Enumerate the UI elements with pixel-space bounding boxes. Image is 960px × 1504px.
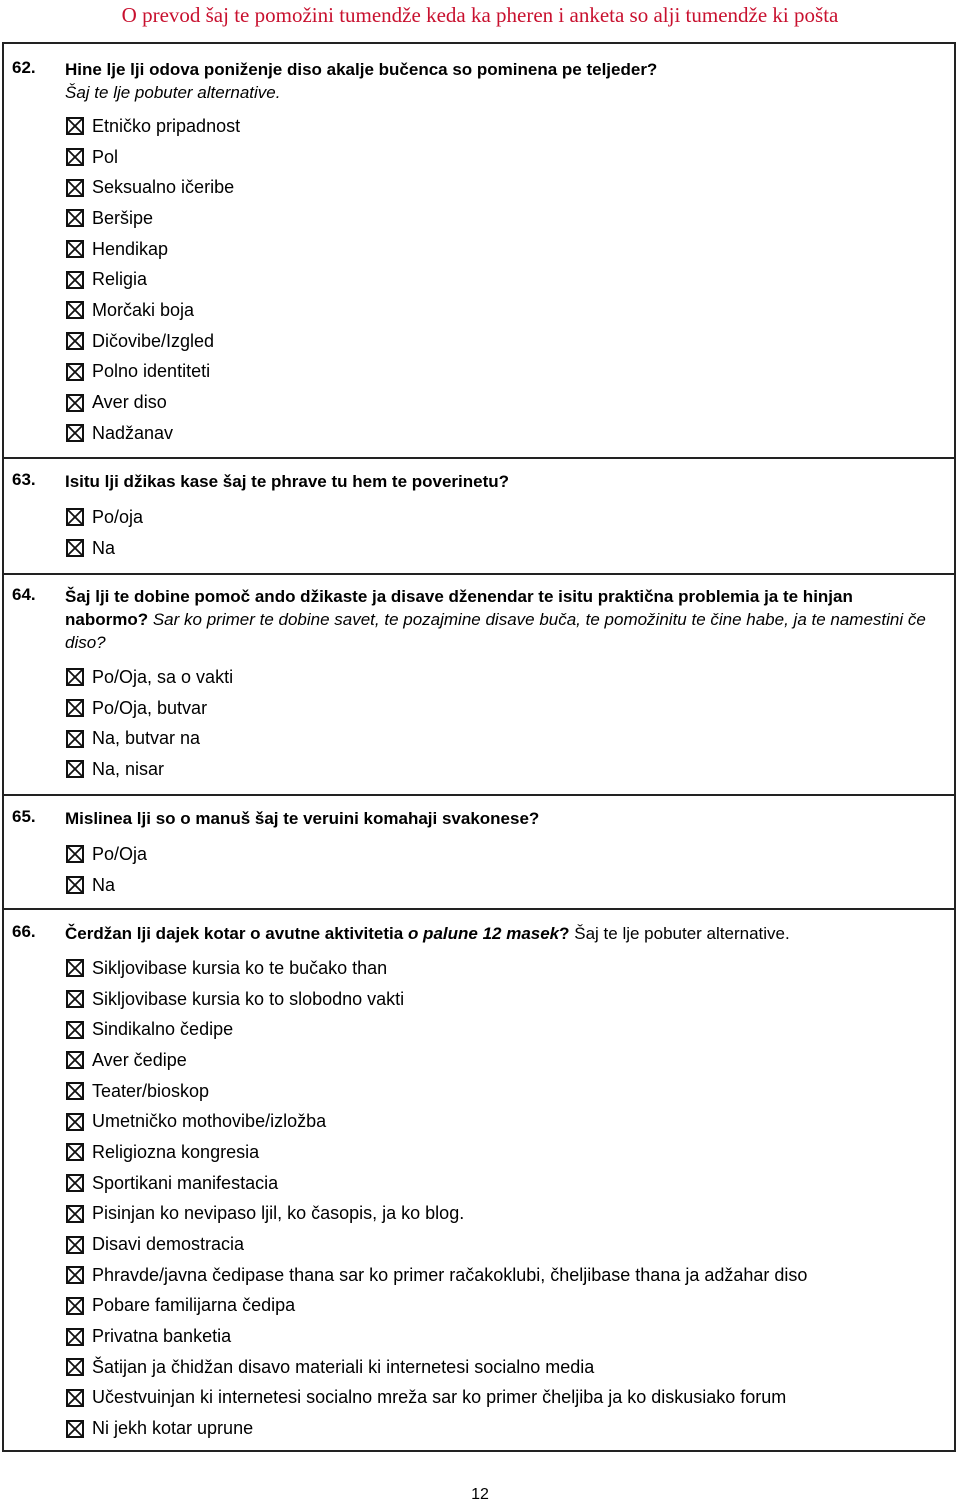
answer-option[interactable] [66,234,240,265]
checkbox-checked-icon[interactable] [66,845,84,863]
separator [4,457,956,459]
answer-option[interactable] [66,1383,807,1414]
checkbox-checked-icon[interactable] [66,1420,84,1438]
question-text [65,585,935,654]
checkbox-checked-icon[interactable] [66,117,84,135]
answer-option[interactable] [66,953,807,984]
checkbox-checked-icon[interactable] [66,424,84,442]
question-number: 62. [12,58,36,77]
question-label-emphasis: o palune 12 masek [407,924,560,943]
checkbox-checked-icon[interactable] [66,1113,84,1131]
answer-option-label: Na, butvar na [92,728,201,749]
answer-option[interactable] [66,754,233,785]
answer-option-label: Aver čedipe [92,1049,187,1070]
answer-option[interactable] [66,172,240,203]
answer-option-label: Ni jekh kotar uprune [92,1418,254,1439]
checkbox-checked-icon[interactable] [66,1174,84,1192]
checkbox-checked-icon[interactable] [66,668,84,686]
answer-option-label: Polno identiteti [92,361,211,382]
checkbox-checked-icon[interactable] [66,1082,84,1100]
answer-option[interactable] [66,1168,807,1199]
answer-option[interactable] [66,984,807,1015]
answer-option[interactable] [66,870,147,901]
answer-option[interactable] [66,1106,807,1137]
answer-option-label: Sikljovibase kursia ko to slobodno vakti [92,988,405,1009]
checkbox-checked-icon[interactable] [66,1021,84,1039]
running-header [0,0,960,42]
answer-option[interactable] [66,1260,807,1291]
answer-option-label: Po/Oja [92,843,148,864]
answer-option-label: Nadžanav [92,422,174,443]
answer-option[interactable] [66,1199,807,1230]
answer-option[interactable] [66,1045,807,1076]
question-label: Čerdžan lji dajek kotar o avutne aktivitetia [65,924,408,943]
checkbox-checked-icon[interactable] [66,1389,84,1407]
checkbox-checked-icon[interactable] [66,332,84,350]
checkbox-checked-icon[interactable] [66,959,84,977]
answer-option[interactable] [66,418,240,449]
answer-option-label: Sportikani manifestacia [92,1172,279,1193]
checkbox-checked-icon[interactable] [66,301,84,319]
answer-option-label: Umetničko mothovibe/izložba [92,1111,327,1132]
checkbox-checked-icon[interactable] [66,1266,84,1284]
answer-option-label: Po/Oja, butvar [92,697,208,718]
answer-option-label: Disavi demostracia [92,1234,245,1255]
answer-option[interactable] [66,693,233,724]
answer-option[interactable] [66,1352,807,1383]
answer-option[interactable] [66,142,240,173]
checkbox-checked-icon[interactable] [66,876,84,894]
answer-option-label: Na [92,537,116,558]
checkbox-checked-icon[interactable] [66,1051,84,1069]
question-text [65,922,935,945]
answer-option[interactable] [66,1076,807,1107]
answer-option[interactable] [66,111,240,142]
answer-option-label: Na [92,874,116,895]
question-text [65,807,935,830]
question-number: 66. [12,922,36,941]
checkbox-checked-icon[interactable] [66,1328,84,1346]
options-63 [66,502,143,563]
question-instruction: Sar ko primer te dobine savet, te pozajmine disave buča, te pomožinitu te čine habe, ja te namestini če diso? [65,610,926,652]
answer-option-label: Po/Oja, sa o vakti [92,666,234,687]
answer-option-label: Učestvuinjan ki internetesi socialno mreža sar ko primer čheljiba ja ko diskusiako forum [92,1387,787,1408]
separator [4,908,956,910]
answer-option-label: Teater/bioskop [92,1080,210,1101]
question-text [65,58,935,104]
answer-option-label: Phravde/javna čedipase thana sar ko primer račakoklubi, čheljibase thana ja adžahar diso [92,1264,808,1285]
answer-option[interactable] [66,1321,807,1352]
checkbox-checked-icon[interactable] [66,148,84,166]
answer-option-label: Dičovibe/Izgled [92,330,215,351]
checkbox-checked-icon[interactable] [66,271,84,289]
answer-option[interactable] [66,502,143,533]
checkbox-checked-icon[interactable] [66,1297,84,1315]
answer-option[interactable] [66,357,240,388]
answer-option[interactable] [66,1229,807,1260]
checkbox-checked-icon[interactable] [66,760,84,778]
checkbox-checked-icon[interactable] [66,179,84,197]
checkbox-checked-icon[interactable] [66,539,84,557]
checkbox-checked-icon[interactable] [66,1143,84,1161]
checkbox-checked-icon[interactable] [66,1358,84,1376]
answer-option[interactable] [66,1291,807,1322]
separator [4,42,956,44]
checkbox-checked-icon[interactable] [66,990,84,1008]
answer-option[interactable] [66,1413,807,1444]
options-64 [66,662,233,785]
question-label: Mislinea lji so o manuš šaj te veruini komahaji svakonese? [65,809,540,828]
answer-option[interactable] [66,839,147,870]
answer-option-label: Pol [92,146,119,167]
question-label: Hine lje lji odova poniženje diso akalje bučenca so pominena pe teljeder? [65,60,658,79]
options-65 [66,839,147,900]
page-number: 12 [471,1486,489,1503]
answer-option[interactable] [66,1014,807,1045]
checkbox-checked-icon[interactable] [66,1236,84,1254]
answer-option-label: Beršipe [92,207,154,228]
checkbox-checked-icon[interactable] [66,730,84,748]
checkbox-checked-icon[interactable] [66,363,84,381]
answer-option[interactable] [66,723,233,754]
answer-option-label: Sikljovibase kursia ko te bučako than [92,957,388,978]
answer-option-label: Pobare familijarna čedipa [92,1295,296,1316]
answer-option-label: Religiozna kongresia [92,1141,260,1162]
checkbox-checked-icon[interactable] [66,394,84,412]
question-label-end: ? [559,924,570,943]
question-label: Šaj lji te dobine pomoč ando džikaste ja disave dženendar te isitu praktična problemia ja te hinjan nabormo? [65,587,853,629]
answer-option-label: Seksualno ičeribe [92,177,235,198]
running-header-text: O prevod šaj te pomožini tumendže keda ka pheren i anketa so alji tumendže ki pošta [121,3,839,27]
answer-option-label: Etničko pripadnost [92,115,241,136]
answer-option-label: Sindikalno čedipe [92,1019,234,1040]
answer-option[interactable] [66,533,143,564]
answer-option-label: Pisinjan ko nevipaso ljil, ko časopis, ja ko blog. [92,1203,465,1224]
answer-option-label: Religia [92,269,148,290]
answer-option-label: Po/oja [92,506,144,527]
answer-option[interactable] [66,387,240,418]
answer-option[interactable] [66,662,233,693]
answer-option[interactable] [66,203,240,234]
answer-option-label: Aver diso [92,392,167,413]
options-66 [66,953,807,1444]
question-number: 63. [12,470,36,489]
answer-option-label: Morčaki boja [92,299,195,320]
question-number: 64. [12,585,36,604]
checkbox-checked-icon[interactable] [66,209,84,227]
checkbox-checked-icon[interactable] [66,240,84,258]
question-number: 65. [12,807,36,826]
answer-option-label: Šatijan ja čhidžan disavo materiali ki internetesi socialno media [92,1356,595,1377]
options-62 [66,111,240,449]
answer-option[interactable] [66,326,240,357]
answer-option-label: Privatna banketia [92,1326,232,1347]
checkbox-checked-icon[interactable] [66,1205,84,1223]
separator [4,794,956,796]
separator [4,573,956,575]
question-label: Isitu lji džikas kase šaj te phrave tu hem te poverinetu? [65,472,510,491]
answer-option[interactable] [66,1137,807,1168]
question-text [65,470,935,493]
checkbox-checked-icon[interactable] [66,508,84,526]
answer-option[interactable] [66,295,240,326]
question-instruction: Šaj te lje pobuter alternative. [65,83,281,102]
question-instruction: Šaj te lje pobuter alternative. [569,924,790,943]
answer-option-label: Na, nisar [92,758,165,779]
answer-option-label: Hendikap [92,238,169,259]
answer-option[interactable] [66,264,240,295]
checkbox-checked-icon[interactable] [66,699,84,717]
